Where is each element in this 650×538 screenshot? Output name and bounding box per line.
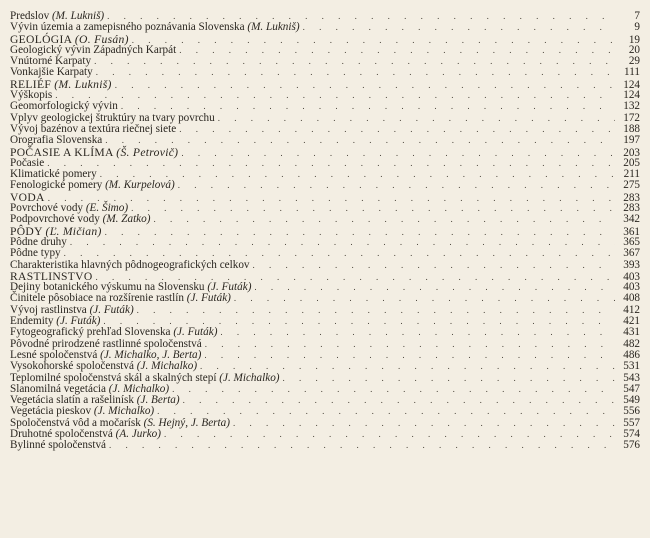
toc-author: (A. Jurko): [115, 427, 161, 440]
toc-entry: [10, 180, 640, 191]
toc-page-number: 421: [623, 315, 640, 328]
dot-leader: [179, 124, 615, 135]
toc-author: (J. Futák): [89, 303, 134, 316]
toc-title-text: Vonkajšie Karpaty: [10, 66, 93, 79]
toc-page-number: 531: [623, 360, 640, 373]
toc-title-text: Fenologické pomery: [10, 179, 103, 192]
toc-title-text: Činitele pôsobiace na rozšírenie rastlín: [10, 292, 184, 305]
dot-leader: [234, 293, 615, 304]
toc-title-text: Pôdne druhy: [10, 235, 67, 248]
toc-title-text: Vplyv geologickej štruktúry na tvary povrchu: [10, 111, 215, 124]
dot-leader: [153, 214, 615, 225]
toc-author: (J. Michalko): [136, 360, 198, 373]
toc-page-number: 124: [623, 78, 640, 91]
toc-title-text: Orografia Slovenska: [10, 134, 103, 147]
toc-title-text: Teplomilné spoločenstvá skál a skalných stepí: [10, 371, 217, 384]
dot-leader: [109, 440, 615, 451]
toc-entry: [10, 45, 640, 56]
toc-title-text: Povrchové vody: [10, 202, 84, 215]
toc-author: (Š. Petrovič): [116, 145, 179, 159]
dot-leader: [96, 67, 615, 78]
dot-leader: [94, 56, 615, 67]
toc-page-number: 20: [628, 43, 640, 56]
toc-author: (M. Lukniš): [51, 10, 105, 22]
dot-leader: [47, 158, 615, 169]
toc-entry: [10, 260, 640, 271]
toc-author: (J. Michalko, J. Berta): [100, 348, 202, 361]
toc-title-text: Pôdne typy: [10, 247, 61, 260]
toc-page-number: 124: [623, 89, 640, 102]
toc-title-text: VODA: [10, 190, 45, 204]
toc-title-text: RELIÉF: [10, 77, 52, 91]
toc-title-text: Výškopis: [10, 89, 53, 102]
toc-page-number: 275: [623, 179, 640, 192]
toc-title-text: Spoločenstvá vôd a močarísk: [10, 416, 141, 429]
toc-entry: [10, 305, 640, 316]
toc-page-number: 7: [634, 10, 640, 22]
dot-leader: [183, 395, 615, 406]
toc-page-number: 543: [623, 371, 640, 384]
toc-title-text: Geologický vývin Západných Karpát: [10, 43, 177, 56]
dot-leader: [164, 429, 615, 440]
dot-leader: [179, 45, 615, 56]
toc-page-number: 403: [623, 281, 640, 294]
toc-title-text: Vysokohorské spoločenstvá: [10, 360, 134, 373]
toc-title-text: Klimatické pomery: [10, 168, 97, 181]
toc-title-text: GEOLÓGIA: [10, 32, 72, 46]
toc-title-text: Počasie: [10, 156, 45, 169]
dot-leader: [204, 350, 615, 361]
toc-page-number: 431: [623, 326, 640, 339]
toc-title-text: Endemity: [10, 315, 54, 328]
dot-leader: [205, 339, 615, 350]
toc-author: (M. Lukniš): [54, 77, 112, 91]
toc-title-text: Lesné spoločenstvá: [10, 348, 98, 361]
toc-title-text: Bylinné spoločenstvá: [10, 439, 107, 452]
dot-leader: [283, 373, 615, 384]
toc-title-text: Vývoj rastlinstva: [10, 303, 87, 316]
dot-leader: [303, 22, 615, 33]
toc-page-number: 172: [623, 111, 640, 124]
toc-author: (E. Šimo): [85, 202, 129, 215]
toc-page-number: 556: [623, 405, 640, 418]
toc-page-number: 283: [623, 191, 640, 204]
toc-page-number: 132: [623, 100, 640, 113]
toc-page-number: 576: [623, 439, 640, 452]
toc-page-number: 361: [623, 225, 640, 238]
toc-entry: [10, 237, 640, 248]
toc-author: (M. Zatko): [102, 213, 151, 226]
toc-page-number: 403: [623, 270, 640, 283]
toc-author: (J. Michalko): [108, 382, 170, 395]
toc-title-text: Vývoj bazénov a textúra riečnej siete: [10, 122, 177, 135]
toc-page-number: 408: [623, 292, 640, 305]
toc-title-text: Pôvodné prirodzené rastlinné spoločenstvá: [10, 337, 202, 350]
toc-entry: [10, 440, 640, 451]
toc-entry: [10, 214, 640, 225]
toc-title-text: Dejiny botanického výskumu na Slovensku: [10, 281, 205, 294]
toc-title-text: Geomorfologický vývin: [10, 100, 118, 113]
toc-author: (J. Futák): [186, 292, 231, 305]
dot-leader: [253, 260, 615, 271]
toc-author: (M. Lukniš): [247, 21, 300, 34]
toc-page-number: 342: [623, 213, 640, 226]
dot-leader: [233, 418, 615, 429]
toc-author: (J. Futák): [56, 315, 101, 328]
toc-author: (J. Michalko): [219, 371, 280, 384]
toc-page-number: 197: [623, 134, 640, 147]
toc-page-number: 547: [623, 382, 640, 395]
dot-leader: [105, 135, 615, 146]
toc-entry: [10, 56, 640, 67]
toc-page-number: 549: [623, 394, 640, 407]
table-of-contents: [10, 11, 640, 452]
dot-leader: [131, 203, 615, 214]
toc-title-text: Podpovrchové vody: [10, 213, 100, 226]
toc-title-text: Predslov: [10, 10, 50, 22]
toc-page-number: 203: [623, 146, 640, 159]
toc-title-text: PÔDY: [10, 224, 43, 238]
toc-page-number: 365: [623, 235, 640, 248]
toc-page-number: 19: [628, 33, 640, 46]
toc-author: (S. Hejný, J. Berta): [143, 416, 230, 429]
dot-leader: [178, 180, 615, 191]
toc-entry: [10, 124, 640, 135]
dot-leader: [100, 169, 615, 180]
toc-title-text: Vývin územia a zamepisného poznávania Slovenska: [10, 21, 245, 34]
toc-title-text: Druhotné spoločenstvá: [10, 427, 113, 440]
toc-page-number: 188: [623, 122, 640, 135]
toc-entry-title: [10, 440, 106, 451]
toc-page-number: 574: [623, 427, 640, 440]
toc-page-number: 205: [623, 156, 640, 169]
toc-author: (Ľ. Mičian): [45, 224, 102, 238]
toc-page-number: 367: [623, 247, 640, 260]
toc-page-number: 29: [628, 55, 640, 68]
toc-title-text: Slanomilná vegetácia: [10, 382, 106, 395]
toc-page-number: 283: [623, 202, 640, 215]
toc-page-number: 9: [634, 21, 640, 34]
toc-page-number: 211: [623, 168, 640, 181]
dot-leader: [172, 384, 615, 395]
dot-leader: [220, 327, 615, 338]
toc-author: (J. Michalko): [93, 405, 155, 418]
toc-entry: [10, 226, 640, 237]
toc-page-number: 557: [623, 416, 640, 429]
toc-title-text: Vegetácia slatín a rašelinísk: [10, 394, 134, 407]
dot-leader: [137, 305, 615, 316]
toc-page-number: 486: [623, 348, 640, 361]
toc-title-text: RASTLINSTVO: [10, 269, 93, 283]
toc-author: (J. Futák): [207, 281, 252, 294]
dot-leader: [55, 90, 615, 101]
toc-page-number: 482: [623, 337, 640, 350]
toc-author: (J. Berta): [136, 394, 180, 407]
toc-title-text: Vnútorné Karpaty: [10, 55, 92, 68]
toc-page-number: 412: [623, 303, 640, 316]
dot-leader: [254, 282, 615, 293]
toc-entry: [10, 158, 640, 169]
toc-author: (J. Futák): [173, 326, 218, 339]
toc-author: (M. Kurpelová): [105, 179, 175, 192]
dot-leader: [70, 237, 615, 248]
toc-page-number: 393: [623, 258, 640, 271]
toc-author: (O. Fusán): [74, 32, 129, 46]
toc-title-text: Charakteristika hlavných pôdnogeografických celkov: [10, 258, 250, 271]
toc-page-number: 111: [624, 66, 640, 79]
toc-entry: [10, 79, 640, 90]
dot-leader: [218, 113, 615, 124]
toc-title-text: Vegetácia pieskov: [10, 405, 92, 418]
toc-title-text: POČASIE A KLÍMA: [10, 145, 114, 159]
toc-entry: [10, 147, 640, 158]
toc-title-text: Fytogeografický prehľad Slovenska: [10, 326, 171, 339]
